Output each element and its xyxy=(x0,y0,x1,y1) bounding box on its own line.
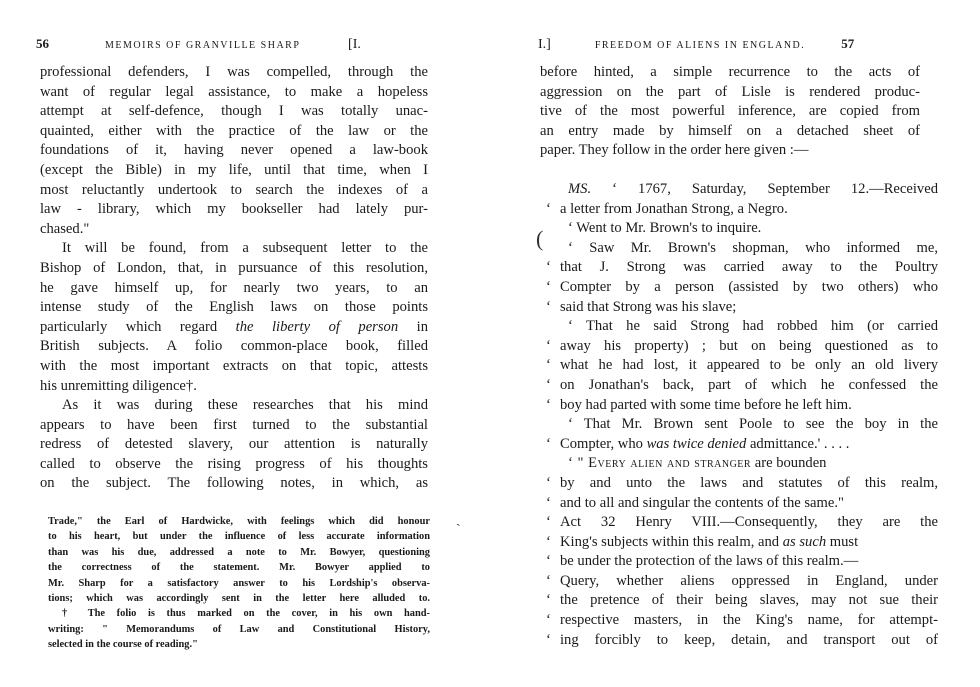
quote-mark: ‘ xyxy=(546,435,551,452)
ms-label: MS. xyxy=(568,181,592,197)
text-segment: must xyxy=(829,533,859,550)
text-line: on the subject. The following notes, in which, as xyxy=(40,475,428,492)
text-line: Bishop of London, that, in pursuance of this resolution, xyxy=(40,259,428,276)
text-line: professional defenders, I was compelled, through the xyxy=(40,64,428,80)
text-segment: that J. Strong was carried away to the Poultry xyxy=(560,259,938,276)
quote-mark: ‘ xyxy=(546,474,551,491)
text-segment: on Jonathan's back, part of which he confessed the xyxy=(560,376,938,393)
text-line: appears to have been first turned to the substantial xyxy=(40,416,428,433)
left-page-number: 56 xyxy=(36,36,49,51)
footnote-line: to his heart, but under the influence of less accurate information xyxy=(48,531,430,543)
text-segment: and to all and singular the contents of the same." xyxy=(560,494,844,511)
text-line: redress of detested slavery, our attention is naturally xyxy=(40,436,428,453)
footnote-line: than was his due, addressed a note to Mr. Bowyer, questioning xyxy=(48,546,430,558)
right-chapter-mark: I.] xyxy=(538,37,551,52)
text-line: attempt at self-defence, though I was totally unac- xyxy=(40,103,428,120)
text-line: before hinted, a simple recurrence to the acts of xyxy=(540,64,920,80)
right-running-header xyxy=(538,36,924,53)
quote-mark: ‘ xyxy=(546,533,551,550)
text-segment: Compter by a person (assisted by two others) who xyxy=(560,278,938,295)
quote-mark: ‘ xyxy=(546,278,551,295)
text-segment: in xyxy=(416,318,428,335)
text-line: (except the Bible) in my life, until that time, when I xyxy=(40,161,428,178)
text-line: ‘ Saw Mr. Brown's shopman, who informed me, xyxy=(568,239,938,256)
right-page-number: 57 xyxy=(841,36,855,51)
text-line-mixed xyxy=(546,454,938,474)
text-segment: Compter, who xyxy=(560,435,643,452)
small-caps-phrase: ‘ " Every alien and stranger xyxy=(568,455,752,472)
text-line: want of regular legal assistance, to make a hopeless xyxy=(40,83,428,100)
quote-mark: ‘ xyxy=(546,259,551,276)
text-segment: King's subjects within this realm, and xyxy=(560,533,780,550)
text-line: As it was during these researches that his mind xyxy=(62,397,428,414)
text-line: law - library, which my bookseller had lately pur- xyxy=(40,201,428,218)
footnote-line: Trade," the Earl of Hardwicke, with feelings which did honour xyxy=(48,516,430,527)
text-line: paper. They follow in the order here given :— xyxy=(540,142,809,159)
footnote-line: writing: " Memorandums of Law and Constitutional History, xyxy=(48,623,430,635)
text-segment: particularly which regard xyxy=(40,318,218,335)
text-line: quainted, either with the practice of the law or the xyxy=(40,122,428,139)
text-line-mixed xyxy=(546,533,938,553)
quote-mark: ‘ xyxy=(546,396,551,413)
quote-mark: ‘ xyxy=(546,337,551,354)
footnote-line: † The folio is thus marked on the cover, in his own hand- xyxy=(62,608,430,620)
text-segment: Act 32 Henry VIII.—Consequently, they are the xyxy=(560,514,938,531)
text-segment: be under the protection of the laws of this realm.— xyxy=(560,553,859,570)
quote-mark: ‘ xyxy=(612,181,617,197)
italic-phrase: the liberty of person xyxy=(235,318,399,335)
text-line: called to observe the rising progress of his thoughts xyxy=(40,455,428,472)
text-line: ‘ Went to Mr. Brown's to inquire. xyxy=(568,220,762,237)
text-line: ‘ That he said Strong had robbed him (or carried xyxy=(568,318,938,335)
text-segment: respective masters, in the King's name, for attempt- xyxy=(560,612,938,629)
left-running-head: MEMOIRS OF GRANVILLE SHARP xyxy=(105,40,301,51)
text-line: he gave himself up, for nearly two years, to an xyxy=(40,279,428,296)
footnote-line: the correctness of the statement. Mr. Bowyer applied to xyxy=(48,562,430,574)
text-segment: by and unto the laws and statutes of this realm, xyxy=(560,474,938,491)
text-line: aggression on the part of Lisle is rendered produc- xyxy=(540,83,920,100)
text-segment: a letter from Jonathan Strong, a Negro. xyxy=(560,200,788,217)
text-line: It will be found, from a subsequent letter to the xyxy=(62,240,428,257)
text-segment: the pretence of their being slaves, may not sue their xyxy=(560,592,938,609)
right-intro-text xyxy=(540,63,920,161)
text-segment: 1767, Saturday, September 12.—Received xyxy=(638,181,938,197)
text-line: his unremitting diligence†. xyxy=(40,377,197,394)
text-line: with the most important extracts on that topic, attests xyxy=(40,357,428,374)
text-segment: away his property) ; but on being questioned as to xyxy=(560,337,938,354)
text-line: an entry made by himself on a detached sheet of xyxy=(540,122,920,139)
footnote-line: selected in the course of reading." xyxy=(48,639,198,651)
quote-mark: ‘ xyxy=(546,494,551,511)
margin-bracket-mark: ( xyxy=(536,226,544,251)
quote-mark: ‘ xyxy=(546,298,551,315)
footnote xyxy=(48,514,430,653)
text-segment: said that Strong was his slave; xyxy=(560,298,737,315)
footnote-line: tions; which was accordingly sent in the letter here alluded to. xyxy=(48,592,430,604)
stray-mark: ˎ xyxy=(456,512,461,527)
text-segment: what he had lost, it appeared to be only an old livery xyxy=(560,357,938,374)
text-segment: Query, whether aliens oppressed in England, under xyxy=(560,572,938,589)
text-line: British subjects. A folio common-place book, filled xyxy=(40,338,428,355)
quote-mark: ‘ xyxy=(546,376,551,393)
text-segment: admittance.' . . . . xyxy=(749,435,850,452)
text-segment: are bounden xyxy=(754,455,827,472)
quote-mark: ‘ xyxy=(546,200,551,217)
text-line-mixed xyxy=(546,180,938,200)
right-running-head: FREEDOM OF ALIENS IN ENGLAND. xyxy=(594,40,806,51)
quote-mark: ‘ xyxy=(546,572,551,589)
left-chapter-mark: [I. xyxy=(348,37,361,52)
quote-mark: ‘ xyxy=(546,612,551,629)
text-segment: boy had parted with some time before he left him. xyxy=(560,396,852,413)
quote-mark: ‘ xyxy=(546,631,551,648)
text-line: chased." xyxy=(40,220,90,237)
footnote-line: Mr. Sharp for a satisfactory answer to his Lordship's observa- xyxy=(48,577,430,589)
right-page xyxy=(490,0,980,687)
manuscript-extract xyxy=(546,180,938,650)
quote-mark: ‘ xyxy=(546,357,551,374)
text-line: foundations of it, having never opened a law-book xyxy=(40,142,428,159)
text-line: ‘ That Mr. Brown sent Poole to see the boy in the xyxy=(568,416,938,433)
text-line: most reluctantly undertook to search the indexes of a xyxy=(40,181,428,198)
italic-phrase: was twice denied xyxy=(646,435,747,452)
text-line: tive of the most powerful inference, are copied from xyxy=(540,103,920,120)
text-line-mixed xyxy=(40,318,428,338)
italic-phrase: as such xyxy=(782,533,827,550)
text-line: intense study of the English laws on those points xyxy=(40,299,428,316)
quote-mark: ‘ xyxy=(546,592,551,609)
quote-mark: ‘ xyxy=(546,514,551,531)
quote-mark: ‘ xyxy=(546,553,551,570)
text-line-mixed xyxy=(546,435,938,455)
text-segment: ing forcibly to keep, detain, and transport out of xyxy=(560,631,938,648)
left-body-text xyxy=(40,63,428,494)
left-running-header xyxy=(36,36,414,53)
